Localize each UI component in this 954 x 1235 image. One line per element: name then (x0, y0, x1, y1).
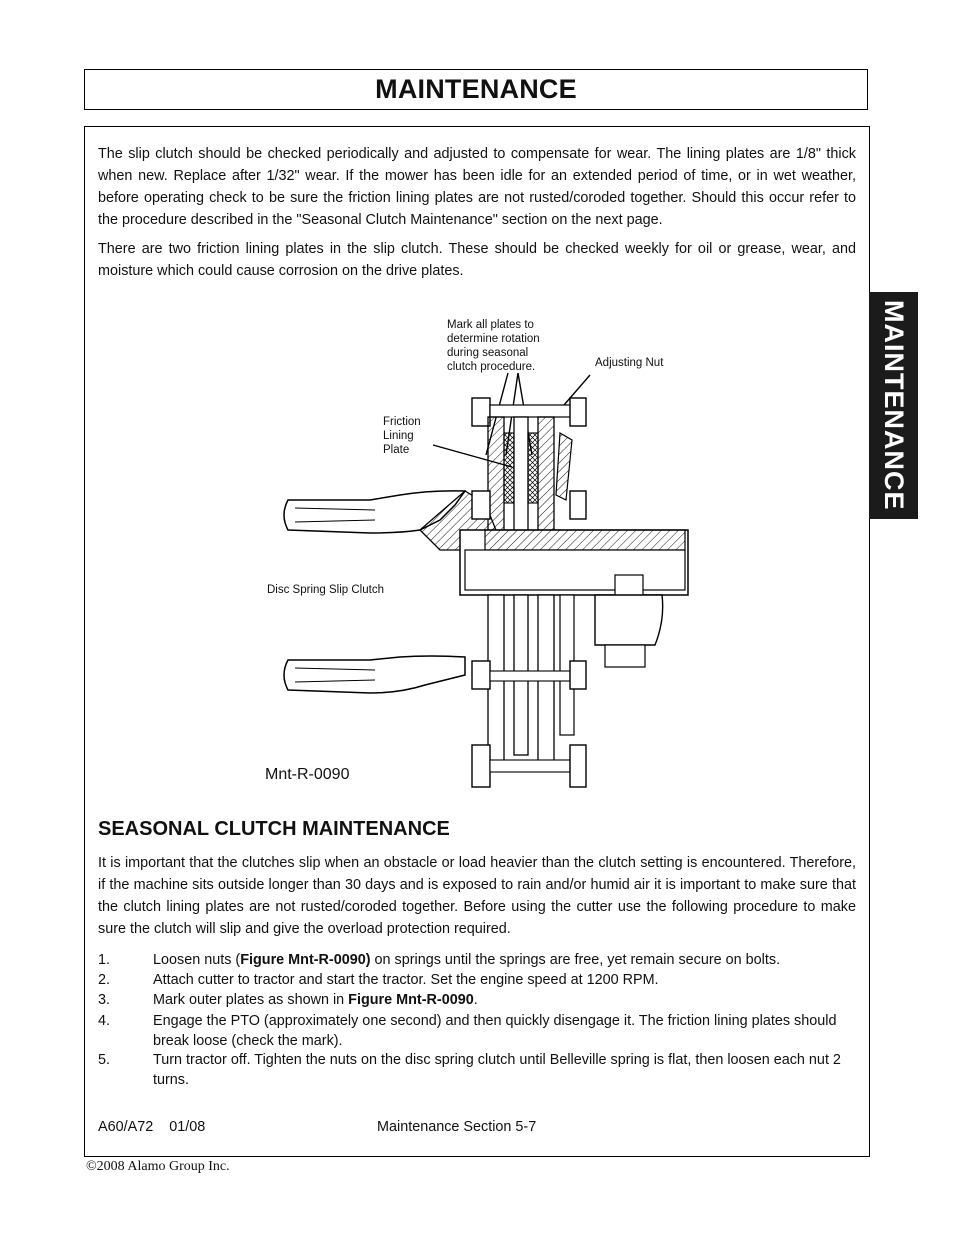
step-number: 2. (98, 972, 111, 988)
step-text: Attach cutter to tractor and start the tractor. Set the engine speed at 1200 RPM. (153, 972, 659, 988)
disc-spring-label: Disc Spring Slip Clutch (267, 584, 384, 596)
side-tab-label: MAINTENANCE (879, 300, 909, 511)
mid-bolt-head-upper (472, 491, 490, 519)
step-number: 5. (98, 1052, 111, 1068)
top-bolt-head (472, 398, 490, 426)
lower-nut-1 (570, 661, 586, 689)
slip-clutch-figure (250, 305, 700, 800)
spring-housing (595, 595, 663, 645)
yoke-lower-arm (284, 656, 465, 693)
outer-plate-right (538, 417, 554, 532)
belleville-spring (556, 433, 572, 500)
adjusting-nut-label: Adjusting Nut (595, 357, 664, 369)
adjusting-nut (570, 398, 586, 426)
mid-nut-upper (570, 491, 586, 519)
drive-plate (514, 417, 528, 532)
mark-plates-label-2: determine rotation (447, 333, 540, 345)
mark-plates-label-1: Mark all plates to (447, 319, 534, 331)
friction-plate-2 (528, 433, 538, 503)
slip-clutch-diagram (250, 305, 700, 800)
step-number: 1. (98, 952, 111, 968)
step-number: 4. (98, 1013, 111, 1029)
copyright: ©2008 Alamo Group Inc. (86, 1159, 230, 1174)
section-side-tab (869, 292, 918, 519)
friction-label-2: Lining (383, 430, 414, 442)
step-number: 3. (98, 992, 111, 1008)
step-text: Turn tractor off. Tighten the nuts on the disc spring clutch until Belleville spring is flat, then loosen each nut 2 turns. (153, 1052, 841, 1088)
footer-model: A60/A72 01/08 (98, 1119, 206, 1135)
friction-label-1: Friction (383, 416, 421, 428)
seasonal-section-title: SEASONAL CLUTCH MAINTENANCE (98, 818, 450, 840)
top-bolt-shank (490, 405, 580, 417)
page-title: MAINTENANCE (375, 74, 577, 104)
step-text: Loosen nuts (Figure Mnt-R-0090) on springs until the springs are free, yet remain secure on bolts. (153, 952, 781, 968)
lower-bolt-head-2 (472, 745, 490, 787)
step-text: Mark outer plates as shown in Figure Mnt-R-0090. (153, 992, 478, 1008)
friction-plate-1 (504, 433, 514, 503)
figure-id-label: Mnt-R-0090 (265, 766, 350, 783)
shaft-hub-section (485, 530, 685, 550)
friction-label-3: Plate (383, 444, 410, 456)
seasonal-intro-paragraph: It is important that the clutches slip when an obstacle or load heavier than the clutch setting is encountered. Therefore, if the machine sits outside longer than 30 days and is exposed to rain and/or humid air it is important to make sure that the clutch lining plates are not rusted/coroded together. Before using the cutter use the following procedure to make sure the clutch will slip and give the overload protection required. (98, 855, 856, 937)
mark-plates-label-4: clutch procedure. (447, 361, 536, 373)
mark-plates-label-3: during seasonal (447, 347, 529, 359)
footer-section: Maintenance Section 5-7 (377, 1119, 537, 1135)
lower-nut-block (605, 645, 645, 667)
lower-bolt-shank-1 (490, 671, 570, 681)
intro-paragraph: The slip clutch should be checked periodically and adjusted to compensate for wear. The lining plates are 1/8" thick when new. Replace after 1/32" wear. If the mower has been idle for an extended period of time, or in wet weather, before operating check to be sure the friction lining plates are not rusted/coroded together. Should this occur refer to the procedure described in the "Seasonal Clutch Maintenance" section on the next page. (98, 146, 856, 228)
main-shaft (465, 550, 685, 590)
lower-bolt-head-1 (472, 661, 490, 689)
step-text: Engage the PTO (approximately one second) and then quickly disengage it. The friction lining plates should break loose (check the mark). (153, 1013, 837, 1049)
lining-plates-paragraph: There are two friction lining plates in the slip clutch. These should be checked weekly for oil or grease, wear, and moisture which could cause corrosion on the drive plates. (98, 241, 856, 279)
lower-nut-2 (570, 745, 586, 787)
page-header (84, 69, 868, 110)
lower-bolt-shank-2 (490, 760, 570, 772)
